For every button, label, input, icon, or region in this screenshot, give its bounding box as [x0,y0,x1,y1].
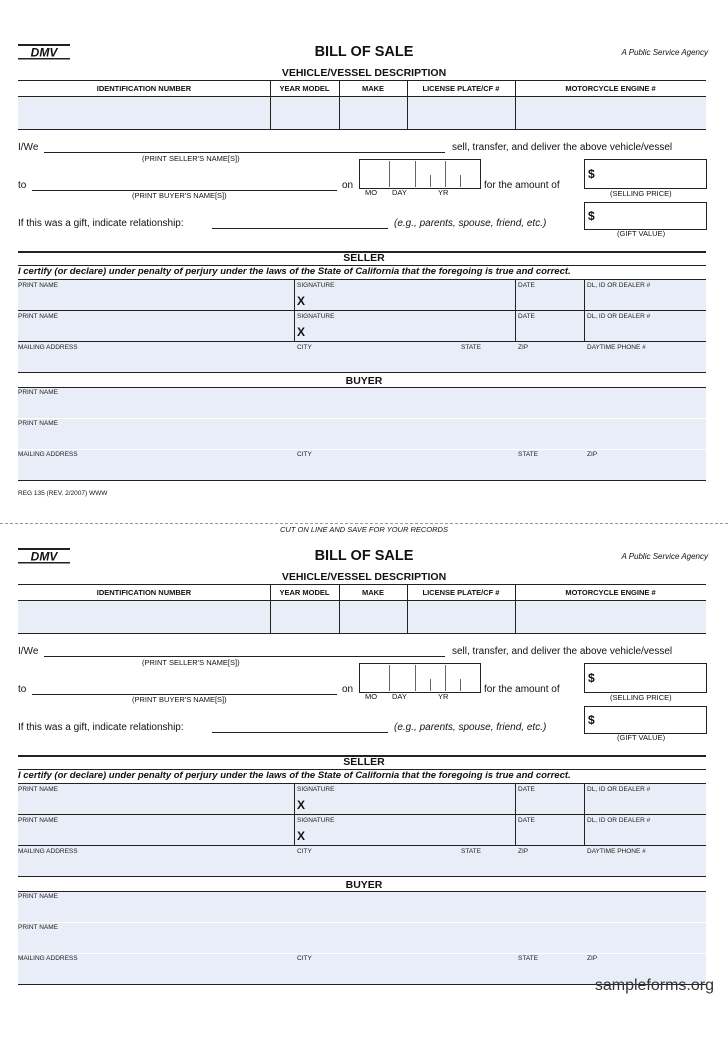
gift-example: (e.g., parents, spouse, friend, etc.) [394,218,547,229]
seller-mailing-address-label: MAILING ADDRESS [18,848,78,855]
col-license-plate: LICENSE PLATE/CF # [422,588,500,597]
buyer-address-row[interactable] [18,450,706,480]
gift-relationship-line[interactable] [212,732,388,733]
seller-city-label: CITY [297,344,312,351]
seller1-signature-label: SIGNATURE [297,786,335,793]
seller2-sign-x: X [297,829,306,843]
bill-of-sale-copy-1 [0,40,728,540]
print-buyers-name-caption: (PRINT BUYER'S NAME[S]) [132,191,227,200]
gift-label: If this was a gift, indicate relationship: [18,218,184,229]
seller-state-label: STATE [461,848,481,855]
form-title: BILL OF SALE [314,44,414,60]
sale-date-box[interactable] [359,159,481,189]
day-caption: DAY [392,692,407,701]
amount-label: for the amount of [484,180,560,191]
buyer-mailing-address-label: MAILING ADDRESS [18,451,78,458]
day-caption: DAY [392,188,407,197]
amount-label: for the amount of [484,684,560,695]
year-caption: YR [438,188,449,197]
print-sellers-name-caption: (PRINT SELLER'S NAME[S]) [142,658,240,667]
vehicle-description-row[interactable] [18,97,706,129]
gift-value-dollar: $ [588,713,595,727]
print-buyers-name-caption: (PRINT BUYER'S NAME[S]) [132,695,227,704]
buyer2-print-name-label: PRINT NAME [18,420,58,427]
selling-price-dollar: $ [588,671,595,685]
gift-value-caption: (GIFT VALUE) [617,229,666,238]
seller-mailing-address-label: MAILING ADDRESS [18,344,78,351]
iwe-label: I/We [18,142,39,153]
gift-value-box[interactable] [584,706,707,734]
buyer-state-label: STATE [518,955,538,962]
seller-certification: I certify (or declare) under penalty of perjury under the laws of the State of California that the foregoing is true and correct. [18,770,571,781]
dmv-logo-text: DMV [30,45,58,60]
seller1-dl-label: DL, ID OR DEALER # [587,282,651,289]
seller2-date-label: DATE [518,313,535,320]
col-make: MAKE [361,588,385,597]
seller2-dl-label: DL, ID OR DEALER # [587,313,651,320]
seller2-signature-label: SIGNATURE [297,817,335,824]
seller1-sign-x: X [297,798,306,812]
seller-certification: I certify (or declare) under penalty of perjury under the laws of the State of California that the foregoing is true and correct. [18,266,571,277]
year-caption: YR [438,692,449,701]
seller2-signature-label: SIGNATURE [297,313,335,320]
seller2-dl-label: DL, ID OR DEALER # [587,817,651,824]
seller1-signature-label: SIGNATURE [297,282,335,289]
buyer-mailing-address-label: MAILING ADDRESS [18,955,78,962]
seller-section-title: SELLER [343,252,385,264]
seller1-sign-x: X [297,294,306,308]
col-year-model: YEAR MODEL [279,588,330,597]
to-label: to [18,684,27,695]
month-caption: MO [365,188,378,197]
seller2-print-name-label: PRINT NAME [18,313,58,320]
seller-zip-label: ZIP [518,344,529,351]
buyer1-print-name-label: PRINT NAME [18,893,58,900]
selling-price-dollar: $ [588,167,595,181]
buyer-city-label: CITY [297,955,312,962]
buyer-row-1[interactable] [18,388,706,418]
to-label: to [18,180,27,191]
sale-date-box[interactable] [359,663,481,693]
buyer-city-label: CITY [297,451,312,458]
seller1-date-label: DATE [518,282,535,289]
print-sellers-name-caption: (PRINT SELLER'S NAME[S]) [142,154,240,163]
gift-label: If this was a gift, indicate relationship: [18,722,184,733]
selling-price-box[interactable] [584,159,707,189]
seller2-date-label: DATE [518,817,535,824]
selling-price-caption: (SELLING PRICE) [610,693,672,702]
buyer1-print-name-label: PRINT NAME [18,389,58,396]
agency-tagline: A Public Service Agency [621,48,708,57]
seller2-print-name-label: PRINT NAME [18,817,58,824]
sell-transfer-text: sell, transfer, and deliver the above vehicle/vessel [452,646,673,657]
col-motorcycle-engine: MOTORCYCLE ENGINE # [565,588,656,597]
col-motorcycle-engine: MOTORCYCLE ENGINE # [565,84,656,93]
on-label: on [342,684,354,695]
gift-relationship-line[interactable] [212,228,388,229]
vehicle-section-title: VEHICLE/VESSEL DESCRIPTION [281,67,447,79]
buyer2-print-name-label: PRINT NAME [18,924,58,931]
seller1-print-name-label: PRINT NAME [18,282,58,289]
seller1-print-name-label: PRINT NAME [18,786,58,793]
iwe-label: I/We [18,646,39,657]
seller-phone-label: DAYTIME PHONE # [587,848,646,855]
bill-of-sale-copy-2 [0,544,728,1044]
buyer-zip-label: ZIP [587,955,598,962]
col-identification-number: IDENTIFICATION NUMBER [96,84,192,93]
gift-example: (e.g., parents, spouse, friend, etc.) [394,722,547,733]
seller-names-line[interactable] [44,152,445,153]
watermark: sampleforms.org [594,977,714,994]
buyer-section-title: BUYER [345,375,383,387]
on-label: on [342,180,354,191]
cut-instruction: CUT ON LINE AND SAVE FOR YOUR RECORDS [280,525,448,534]
dmv-logo-text: DMV [30,549,58,564]
buyer-zip-label: ZIP [587,451,598,458]
seller-phone-label: DAYTIME PHONE # [587,344,646,351]
selling-price-caption: (SELLING PRICE) [610,189,672,198]
seller-section-title: SELLER [343,756,385,768]
form-title: BILL OF SALE [314,548,414,564]
vehicle-description-row[interactable] [18,601,706,633]
col-identification-number: IDENTIFICATION NUMBER [96,588,192,597]
col-license-plate: LICENSE PLATE/CF # [422,84,500,93]
sell-transfer-text: sell, transfer, and deliver the above vehicle/vessel [452,142,673,153]
seller-city-label: CITY [297,848,312,855]
buyer-row-2[interactable] [18,923,706,953]
buyer-row-1[interactable] [18,892,706,922]
gift-value-box[interactable] [584,202,707,230]
agency-tagline: A Public Service Agency [621,552,708,561]
cut-line [0,523,728,524]
vehicle-section-title: VEHICLE/VESSEL DESCRIPTION [281,571,447,583]
col-make: MAKE [361,84,385,93]
selling-price-box[interactable] [584,663,707,693]
seller1-date-label: DATE [518,786,535,793]
col-year-model: YEAR MODEL [279,84,330,93]
buyer-row-2[interactable] [18,419,706,449]
month-caption: MO [365,692,378,701]
seller-zip-label: ZIP [518,848,529,855]
gift-value-dollar: $ [588,209,595,223]
buyer-section-title: BUYER [345,879,383,891]
form-number: REG 135 (REV. 2/2007) WWW [18,490,108,497]
seller1-dl-label: DL, ID OR DEALER # [587,786,651,793]
gift-value-caption: (GIFT VALUE) [617,733,666,742]
seller-state-label: STATE [461,344,481,351]
seller2-sign-x: X [297,325,306,339]
buyer-state-label: STATE [518,451,538,458]
seller-names-line[interactable] [44,656,445,657]
